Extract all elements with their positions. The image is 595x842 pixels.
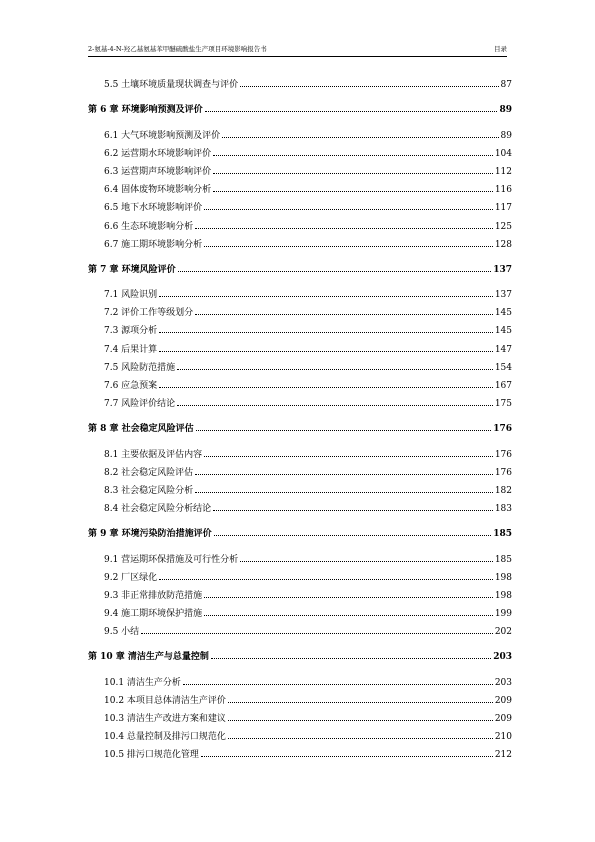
dot-leader	[205, 111, 498, 112]
dot-leader	[240, 86, 498, 87]
dot-leader	[204, 209, 493, 210]
toc-page-number: 209	[494, 714, 512, 724]
toc-label: 9.1 营运期环保措施及可行性分析	[104, 554, 239, 565]
toc-page-number: 89	[499, 105, 512, 116]
toc-label: 7.1 风险识别	[104, 290, 158, 301]
dot-leader	[213, 510, 493, 511]
toc-entry-row[interactable]	[88, 706, 512, 724]
toc-entry-row[interactable]	[88, 177, 512, 195]
dot-leader	[159, 351, 493, 352]
toc-page-number: 104	[494, 148, 512, 159]
dot-leader	[201, 756, 493, 757]
toc-entry-row[interactable]	[88, 565, 512, 583]
dot-leader	[195, 474, 493, 475]
toc-label: 10.3 清洁生产改进方案和建议	[104, 714, 226, 724]
toc-page-number: 176	[494, 449, 512, 460]
toc-label: 10.5 排污口规范化管理	[104, 750, 199, 761]
toc-label: 5.5 土壤环境质量现状调查与评价	[104, 80, 239, 91]
toc-label: 第 7 章 环境风险评价	[88, 264, 176, 275]
toc-label: 第 8 章 社会稳定风险评估	[88, 424, 194, 435]
dot-leader	[183, 684, 493, 685]
toc-label: 9.3 非正常排放防范措施	[104, 590, 203, 601]
toc-page-number: 203	[493, 652, 512, 663]
toc-chapter-row[interactable]	[88, 257, 512, 275]
dot-leader	[177, 369, 493, 370]
toc-entry-row[interactable]	[88, 300, 512, 318]
toc-page-number: 125	[494, 221, 512, 232]
dot-leader	[178, 271, 492, 272]
toc-entry-row[interactable]	[88, 318, 512, 336]
toc-entry-row[interactable]	[88, 601, 512, 619]
dot-leader	[141, 633, 493, 634]
toc-entry-row[interactable]	[88, 336, 512, 354]
toc-page-number: 183	[494, 504, 512, 515]
toc-label: 6.3 运营期声环境影响评价	[104, 166, 212, 177]
toc-label: 8.2 社会稳定风险评估	[104, 467, 194, 478]
document-title: 2-氨基-4-N-羟乙基氨基苯甲醚硫酸盐生产项目环境影响报告书	[88, 45, 267, 53]
dot-leader	[228, 738, 493, 739]
page-header	[88, 42, 507, 57]
dot-leader	[204, 615, 493, 616]
toc-page-number: 210	[494, 732, 512, 743]
dot-leader	[195, 492, 493, 493]
toc-label: 第 9 章 环境污染防治措施评价	[88, 529, 212, 540]
toc-entry-row[interactable]	[88, 373, 512, 391]
toc-label: 6.1 大气环境影响预测及评价	[104, 130, 221, 141]
toc-page-number: 128	[494, 239, 512, 250]
toc-label: 8.4 社会稳定风险分析结论	[104, 504, 212, 515]
toc-page-number: 116	[494, 185, 512, 196]
toc-entry-row[interactable]	[88, 195, 512, 213]
table-of-contents	[88, 72, 512, 760]
dot-leader	[213, 173, 493, 174]
toc-entry-row[interactable]	[88, 496, 512, 514]
dot-leader	[204, 246, 493, 247]
dot-leader	[159, 579, 493, 580]
toc-page-number: 154	[494, 362, 512, 373]
toc-entry-row[interactable]	[88, 159, 512, 177]
dot-leader	[228, 702, 493, 703]
toc-chapter-row[interactable]	[88, 644, 512, 662]
toc-entry-row[interactable]	[88, 391, 512, 409]
toc-page-number: 147	[494, 344, 512, 355]
toc-page-number: 87	[500, 80, 512, 91]
dot-leader	[214, 535, 492, 536]
toc-label: 6.4 固体废物环境影响分析	[104, 185, 212, 196]
toc-label: 7.5 风险防范措施	[104, 362, 176, 373]
toc-page-number: 145	[494, 308, 512, 319]
toc-page-number: 209	[494, 695, 512, 706]
toc-entry-row[interactable]	[88, 742, 512, 760]
toc-label: 8.3 社会稳定风险分析	[104, 485, 194, 496]
dot-leader	[204, 597, 493, 598]
toc-label: 9.2 厂区绿化	[104, 572, 158, 583]
dot-leader	[211, 658, 491, 659]
toc-label: 7.2 评价工作等级划分	[104, 308, 194, 319]
toc-page-number: 175	[494, 399, 512, 410]
dot-leader	[177, 405, 493, 406]
dot-leader	[159, 332, 493, 333]
toc-label: 7.7 风险评价结论	[104, 399, 176, 410]
toc-entry-row[interactable]	[88, 441, 512, 459]
toc-page-number: 176	[493, 424, 512, 435]
dot-leader	[240, 561, 493, 562]
toc-entry-row[interactable]	[88, 72, 512, 90]
toc-label: 第 10 章 清洁生产与总量控制	[88, 652, 209, 663]
dot-leader	[228, 720, 493, 721]
toc-page-number: 137	[493, 264, 512, 275]
dot-leader	[222, 137, 498, 138]
toc-page-number: 176	[494, 467, 512, 478]
toc-entry-row[interactable]	[88, 478, 512, 496]
dot-leader	[159, 387, 493, 388]
toc-entry-row[interactable]	[88, 688, 512, 706]
toc-label: 7.3 源项分析	[104, 326, 158, 337]
dot-leader	[213, 191, 493, 192]
toc-entry-row[interactable]	[88, 546, 512, 564]
dot-leader	[195, 314, 493, 315]
toc-page-number: 112	[494, 166, 512, 177]
toc-entry-row[interactable]	[88, 724, 512, 742]
dot-leader	[204, 456, 493, 457]
toc-page-number: 145	[494, 326, 512, 337]
toc-label: 6.2 运营期水环境影响评价	[104, 148, 212, 159]
toc-entry-row[interactable]	[88, 355, 512, 373]
dot-leader	[213, 155, 493, 156]
toc-chapter-row[interactable]	[88, 521, 512, 539]
toc-label: 9.5 小结	[104, 627, 140, 638]
toc-page-number: 167	[494, 381, 512, 391]
toc-label: 8.1 主要依据及评估内容	[104, 449, 203, 460]
toc-page-number: 202	[494, 627, 512, 638]
toc-entry-row[interactable]	[88, 232, 512, 250]
toc-entry-row[interactable]	[88, 669, 512, 687]
section-label: 目录	[494, 45, 507, 53]
toc-label: 10.2 本项目总体清洁生产评价	[104, 695, 226, 706]
toc-label: 第 6 章 环境影响预测及评价	[88, 105, 203, 116]
toc-entry-row[interactable]	[88, 583, 512, 601]
toc-page-number: 185	[494, 554, 512, 565]
dot-leader	[159, 296, 493, 297]
toc-page-number: 198	[494, 572, 512, 583]
toc-entry-row[interactable]	[88, 619, 512, 637]
toc-label: 6.7 施工期环境影响分析	[104, 239, 203, 250]
toc-label: 7.6 应急预案	[104, 381, 158, 391]
toc-page-number: 198	[494, 590, 512, 601]
toc-entry-row[interactable]	[88, 141, 512, 159]
toc-page-number: 182	[494, 485, 512, 496]
toc-chapter-row[interactable]	[88, 416, 512, 434]
toc-entry-row[interactable]	[88, 282, 512, 300]
toc-page-number: 203	[494, 677, 512, 688]
dot-leader	[196, 430, 492, 431]
toc-page-number: 185	[493, 529, 512, 540]
toc-entry-row[interactable]	[88, 460, 512, 478]
toc-page-number: 199	[494, 609, 512, 620]
dot-leader	[195, 228, 493, 229]
toc-label: 10.1 清洁生产分析	[104, 677, 181, 688]
toc-page-number: 137	[494, 290, 512, 301]
toc-label: 10.4 总量控制及排污口规范化	[104, 732, 226, 743]
toc-page-number: 117	[494, 203, 512, 214]
toc-label: 6.5 地下水环境影响评价	[104, 203, 203, 214]
toc-label: 7.4 后果计算	[104, 344, 158, 355]
toc-chapter-row[interactable]	[88, 97, 512, 115]
toc-entry-row[interactable]	[88, 213, 512, 231]
toc-label: 6.6 生态环境影响分析	[104, 221, 194, 232]
toc-page-number: 212	[494, 750, 512, 761]
toc-label: 9.4 施工期环境保护措施	[104, 609, 203, 620]
toc-entry-row[interactable]	[88, 122, 512, 140]
toc-page-number: 89	[500, 130, 512, 141]
